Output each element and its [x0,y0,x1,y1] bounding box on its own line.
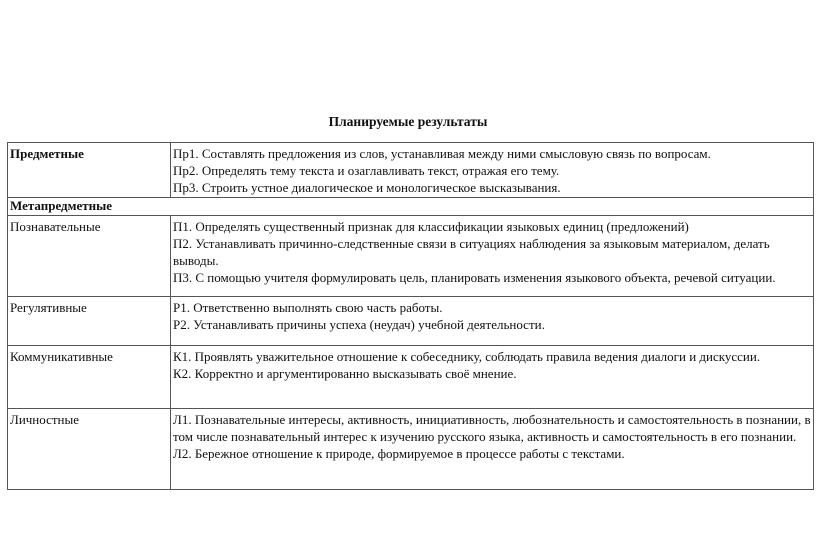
items-regulatory [171,297,814,346]
item-pr1: Пр1. Составлять предложения из слов, устанавливая между ними смысловую связь по вопросам. [173,146,711,161]
table-row-personal [8,409,814,490]
table-row-communicative [8,346,814,409]
item-r2: Р2. Устанавливать причины успеха (неудач) учебной деятельности. [173,316,545,332]
item-k1: К1. Проявлять уважительное отношение к собеседнику, соблюдать правила ведения диалоги и дискуссии. [173,349,761,365]
category-personal: Личностные [8,409,171,490]
page-title: Планируемые результаты [328,114,488,129]
category-subject: Предметные [8,143,171,198]
table-row-regulatory [8,297,814,346]
item-pr2: Пр2. Определять тему текста и озаглавливать текст, отражая его тему. [173,162,560,178]
table-row-meta [8,198,814,216]
category-cognitive: Познавательные [8,216,171,297]
category-communicative: Коммуникативные [8,346,171,409]
item-p2: П2. Устанавливать причинно-следственные связи в ситуациях наблюдения за языковым материалом, делать выводы. [173,235,770,268]
item-l1: Л1. Познавательные интересы, активность, инициативность, любознательность и самостоятельность в познании, в том числе познавательный интерес к изучению русского языка, активность и самостоятельность в его познании. [173,412,811,444]
results-table [7,142,814,490]
table-row-cognitive [8,216,814,297]
items-personal [171,409,814,490]
items-subject [171,143,814,198]
section-heading-meta: Метапредметные [8,198,814,216]
item-r1: Р1. Ответственно выполнять свою часть работы. [173,300,443,316]
items-communicative [171,346,814,409]
item-l2: Л2. Бережное отношение к природе, формируемое в процессе работы с текстами. [173,445,625,461]
category-regulatory: Регулятивные [8,297,171,346]
item-p1: П1. Определять существенный признак для классификации языковых единиц (предложений) [173,219,689,235]
item-p3: П3. С помощью учителя формулировать цель, планировать изменения языкового объекта, речевой ситуации. [173,269,776,285]
item-pr3: Пр3. Строить устное диалогическое и монологическое высказывания. [173,179,561,195]
table-row-subject [8,143,814,198]
items-cognitive [171,216,814,297]
item-k2: К2. Корректно и аргументированно высказывать своё мнение. [173,365,517,381]
